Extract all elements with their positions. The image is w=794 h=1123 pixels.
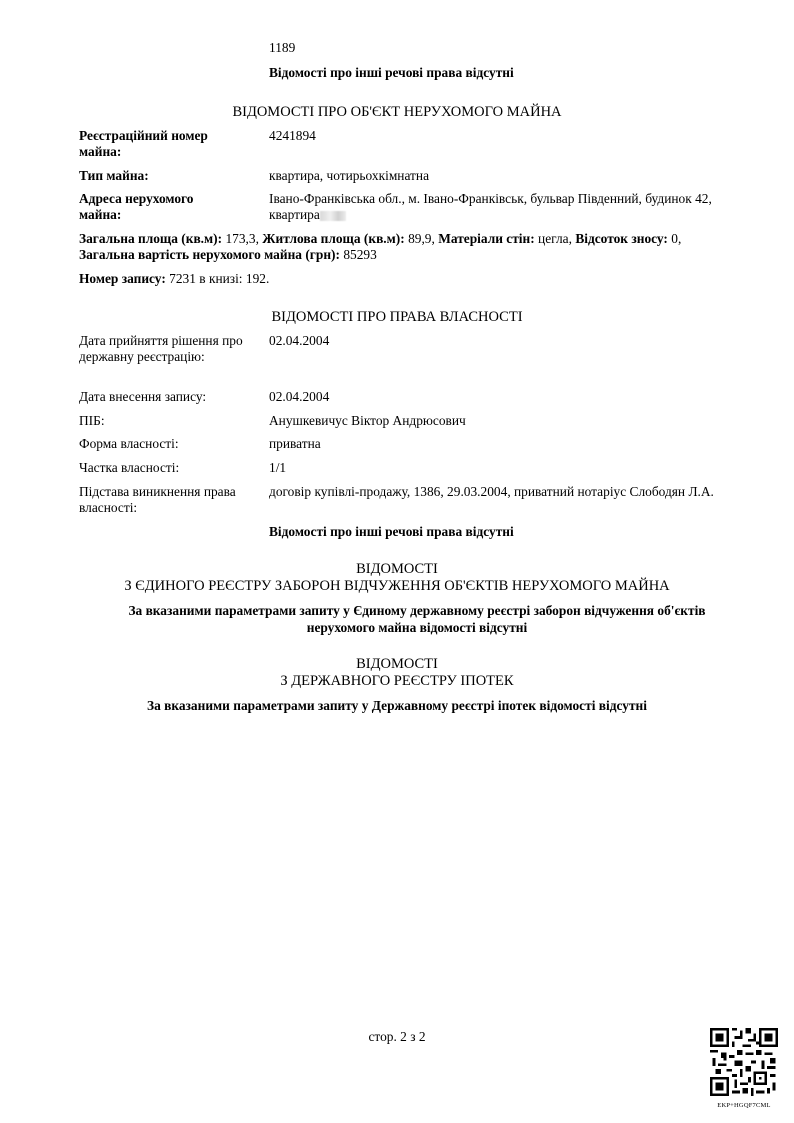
no-other-rights-note-1: Відомості про інші речові права відсутні <box>269 65 514 80</box>
mortgages-no-data-text: За вказаними параметрами запиту у Державному реєстрі іпотек відомості відсутні <box>147 698 647 713</box>
ownership-basis-value: договір купівлі-продажу, 1386, 29.03.2004, приватний нотаріус Слободян Л.А. <box>269 484 714 499</box>
wear-label: Відсоток зносу: <box>575 231 668 246</box>
area-paragraph <box>79 231 729 263</box>
address-value: Івано-Франківська обл., м. Івано-Франківськ, бульвар Південний, будинок 42, квартира <box>269 191 712 222</box>
entry-date-label: Дата внесення запису: <box>79 389 207 404</box>
area-value: 173,3, <box>225 231 259 246</box>
owner-name-label: ПІБ: <box>79 413 105 428</box>
record-number-value: 7231 в книзі: 192. <box>169 271 270 286</box>
owner-name-value: Анушкевичус Віктор Андрюсович <box>269 413 466 428</box>
qr-code-caption: EKP+HGQF7CML <box>717 1102 771 1109</box>
ownership-form-label: Форма власності: <box>79 436 179 451</box>
wear-value: 0, <box>671 231 682 246</box>
property-type-label: Тип майна: <box>79 168 149 183</box>
reg-number-label: Реєстраційний номер майна: <box>79 128 208 159</box>
wall-materials-label: Матеріали стін: <box>438 231 535 246</box>
living-area-label: Житлова площа (кв.м): <box>262 231 405 246</box>
property-type-value: квартира, чотирьохкімнатна <box>269 168 430 183</box>
total-cost-value: 85293 <box>343 247 377 262</box>
reg-number-value: 4241894 <box>269 128 316 143</box>
no-other-rights-note-2: Відомості про інші речові права відсутні <box>269 524 514 539</box>
ownership-share-label: Частка власності: <box>79 460 180 475</box>
decision-date-label: Дата прийняття рішення про державну реєстрацію: <box>79 333 243 364</box>
page-number: стор. 2 з 2 <box>368 1029 426 1044</box>
address-label: Адреса нерухомого майна: <box>79 191 194 222</box>
living-area-value: 89,9, <box>408 231 435 246</box>
decision-date-value: 02.04.2004 <box>269 333 330 348</box>
object-heading: ВІДОМОСТІ ПРО ОБ'ЄКТ НЕРУХОМОГО МАЙНА <box>232 104 562 120</box>
bans-title-1: ВІДОМОСТІ <box>356 561 438 577</box>
area-label: Загальна площа (кв.м): <box>79 231 223 246</box>
total-cost-label: Загальна вартість нерухомого майна (грн): <box>79 247 340 262</box>
mortgages-title-1: ВІДОМОСТІ <box>356 656 438 672</box>
ownership-form-value: приватна <box>269 436 321 451</box>
ownership-heading: ВІДОМОСТІ ПРО ПРАВА ВЛАСНОСТІ <box>271 309 523 325</box>
mortgages-title-2: З ДЕРЖАВНОГО РЕЄСТРУ ІПОТЕК <box>280 673 514 689</box>
top-number: 1189 <box>269 40 296 55</box>
qr-code-icon <box>710 1028 778 1096</box>
wall-materials-value: цегла, <box>538 231 572 246</box>
bans-no-data-text: За вказаними параметрами запиту у Єдиному державному реєстрі заборон відчуження об'єктів нерухомого майна відомості відсутні <box>128 603 706 635</box>
redacted-apartment-number <box>320 211 346 221</box>
ownership-basis-label: Підстава виникнення права власності: <box>79 484 236 515</box>
record-number-label: Номер запису: <box>79 271 166 286</box>
entry-date-value: 02.04.2004 <box>269 389 330 404</box>
ownership-share-value: 1/1 <box>269 460 287 475</box>
address-value-wrap <box>269 191 724 223</box>
record-number-row <box>79 271 729 287</box>
bans-title-2: З ЄДИНОГО РЕЄСТРУ ЗАБОРОН ВІДЧУЖЕННЯ ОБ'ЄКТІВ НЕРУХОМОГО МАЙНА <box>124 578 670 594</box>
